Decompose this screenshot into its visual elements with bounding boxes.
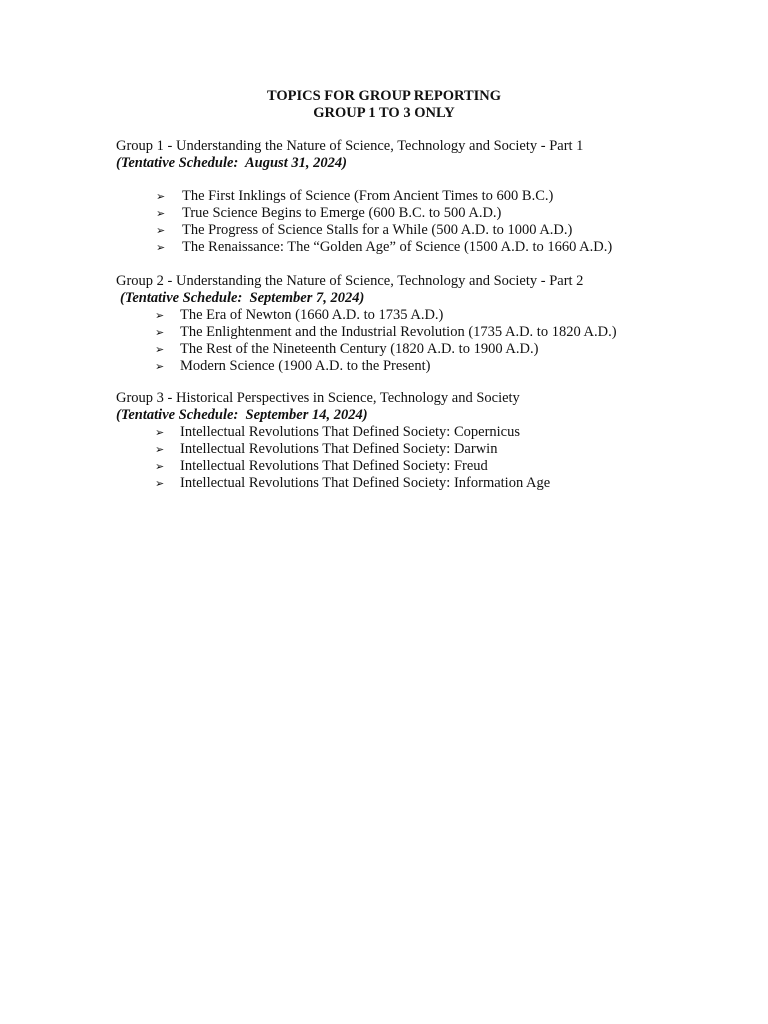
list-item (116, 188, 736, 205)
list-item (116, 358, 736, 375)
topic-text: Intellectual Revolutions That Defined Society: Freud (180, 458, 488, 474)
topic-text: The Renaissance: The “Golden Age” of Science (1500 A.D. to 1660 A.D.) (182, 239, 613, 255)
arrow-bullet-icon: ➢ (155, 460, 165, 473)
list-item (116, 307, 736, 324)
arrow-bullet-icon: ➢ (155, 360, 165, 373)
list-item (116, 239, 736, 256)
topic-text: The Rest of the Nineteenth Century (1820 A.D. to 1900 A.D.) (180, 341, 539, 357)
group-1-section (116, 138, 736, 256)
topic-text: The First Inklings of Science (From Ancient Times to 600 B.C.) (182, 188, 554, 204)
arrow-bullet-icon: ➢ (155, 309, 165, 322)
list-item (116, 458, 736, 475)
list-item (116, 475, 736, 492)
group-3-section (116, 390, 736, 492)
group-3-topic-list (116, 424, 736, 492)
document-title (0, 88, 768, 122)
title-line-2: GROUP 1 TO 3 ONLY (313, 105, 455, 121)
group-1-topic-list (116, 188, 736, 256)
arrow-bullet-icon: ➢ (155, 343, 165, 356)
topic-text: Intellectual Revolutions That Defined Society: Information Age (180, 475, 551, 491)
group-2-heading: Group 2 - Understanding the Nature of Science, Technology and Society - Part 2 (116, 273, 584, 289)
group-1-heading: Group 1 - Understanding the Nature of Science, Technology and Society - Part 1 (116, 138, 584, 154)
group-3-schedule: (Tentative Schedule: September 14, 2024) (116, 407, 368, 423)
list-item (116, 441, 736, 458)
group-3-heading: Group 3 - Historical Perspectives in Science, Technology and Society (116, 390, 520, 406)
topic-text: Modern Science (1900 A.D. to the Present) (180, 358, 431, 374)
arrow-bullet-icon: ➢ (155, 443, 165, 456)
arrow-bullet-icon: ➢ (155, 426, 165, 439)
list-item (116, 205, 736, 222)
topic-text: The Era of Newton (1660 A.D. to 1735 A.D.) (180, 307, 444, 323)
group-2-schedule: (Tentative Schedule: September 7, 2024) (120, 290, 365, 306)
arrow-bullet-icon: ➢ (156, 241, 166, 254)
title-line-1: TOPICS FOR GROUP REPORTING (266, 88, 502, 104)
list-item (116, 341, 736, 358)
arrow-bullet-icon: ➢ (155, 326, 165, 339)
arrow-bullet-icon: ➢ (156, 207, 166, 220)
topic-text: The Enlightenment and the Industrial Revolution (1735 A.D. to 1820 A.D.) (180, 324, 617, 340)
group-1-schedule: (Tentative Schedule: August 31, 2024) (116, 155, 347, 171)
arrow-bullet-icon: ➢ (155, 477, 165, 490)
arrow-bullet-icon: ➢ (156, 224, 166, 237)
list-item (116, 324, 736, 341)
topic-text: The Progress of Science Stalls for a While (500 A.D. to 1000 A.D.) (182, 222, 573, 238)
arrow-bullet-icon: ➢ (156, 190, 166, 203)
topic-text: True Science Begins to Emerge (600 B.C. to 500 A.D.) (182, 205, 502, 221)
list-item (116, 222, 736, 239)
group-2-topic-list (116, 307, 736, 375)
topic-text: Intellectual Revolutions That Defined Society: Darwin (180, 441, 498, 457)
topic-text: Intellectual Revolutions That Defined Society: Copernicus (180, 424, 520, 440)
group-2-section (116, 273, 736, 375)
list-item (116, 424, 736, 441)
